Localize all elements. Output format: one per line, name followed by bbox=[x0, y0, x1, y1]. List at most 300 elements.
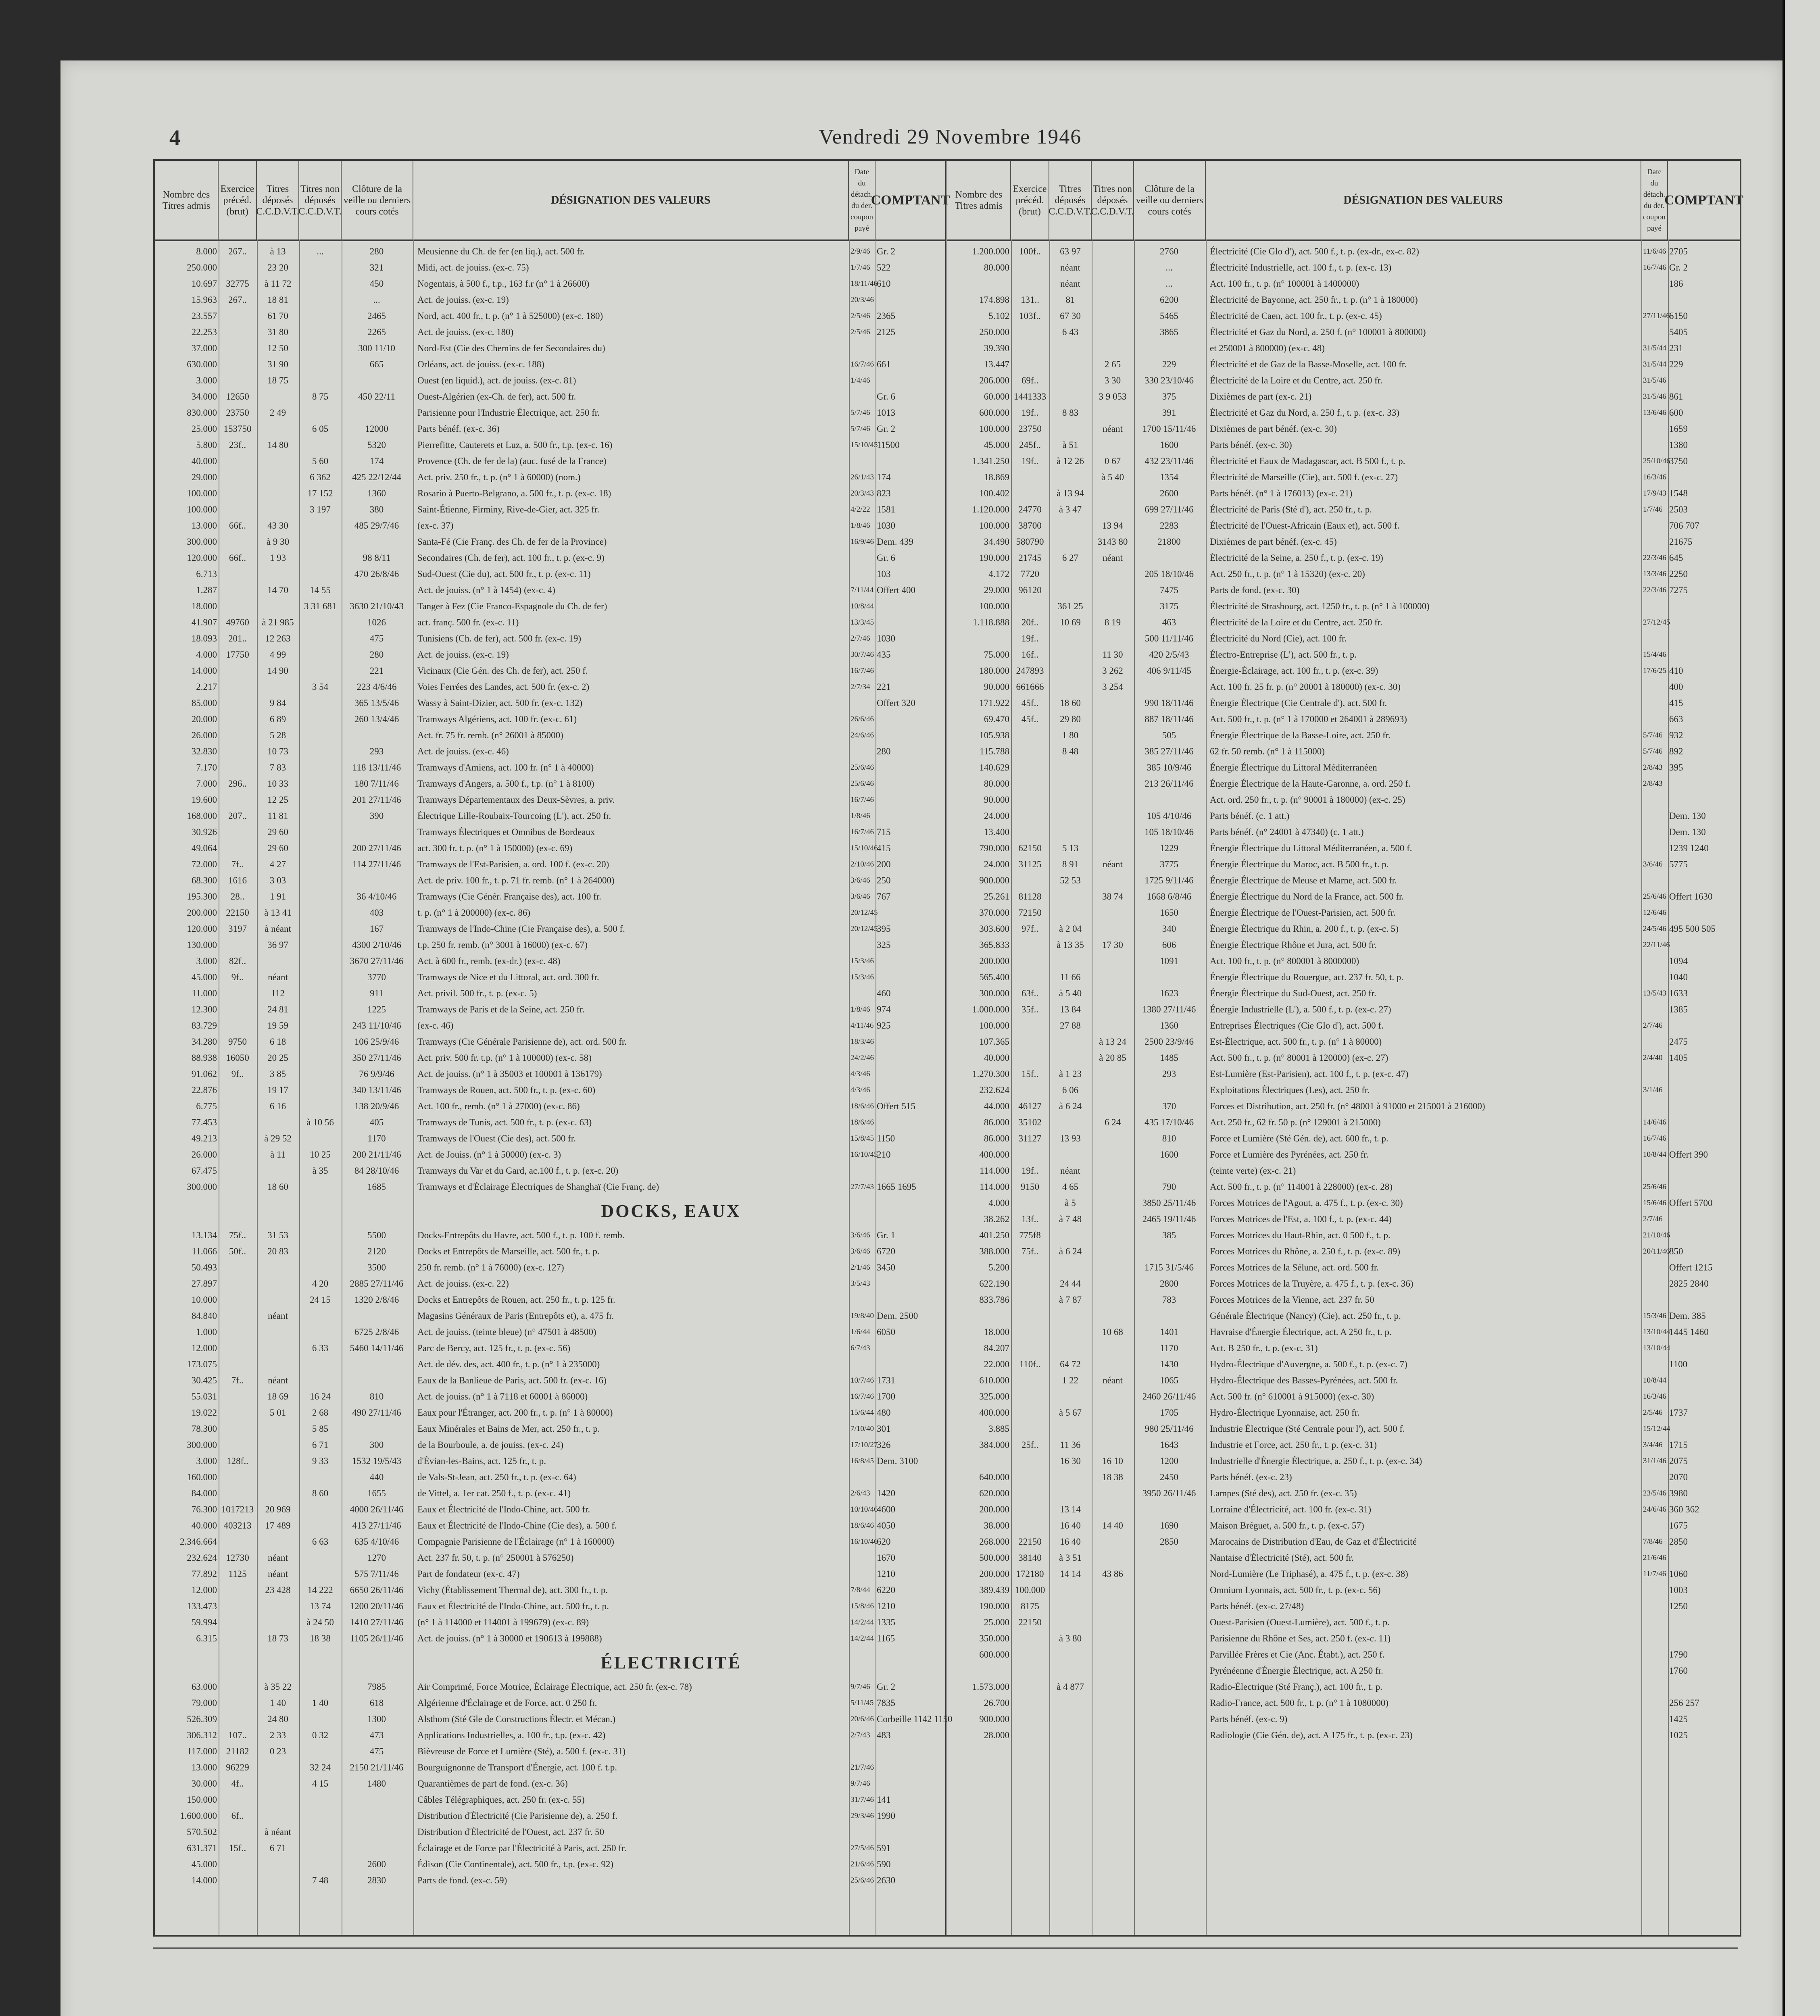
table-row bbox=[155, 1147, 945, 1163]
coupon-deposes: à néant bbox=[265, 924, 291, 934]
coupon-non-deposes: 13 74 bbox=[310, 1601, 331, 1611]
comptant-value: 706 707 bbox=[1669, 521, 1699, 531]
designation-value: Forces Motrices de la Vienne, act. 237 fr. 50 bbox=[1210, 1295, 1374, 1305]
cloture-value: 200 27/11/46 bbox=[352, 843, 401, 853]
titres-admis: 1.200.000 bbox=[972, 246, 1009, 256]
table-row bbox=[155, 1356, 945, 1372]
titres-admis: 150.000 bbox=[187, 1795, 217, 1805]
titres-admis: 117.000 bbox=[187, 1746, 217, 1756]
titres-admis: 80.000 bbox=[984, 262, 1009, 273]
comptant-value: 1633 bbox=[1669, 988, 1688, 998]
cloture-value: 260 13/4/46 bbox=[354, 714, 399, 724]
header-designation: DÉSIGNATION DES VALEURS bbox=[413, 161, 849, 240]
exercice-value: 107.. bbox=[228, 1730, 247, 1740]
table-row bbox=[947, 921, 1740, 937]
coupon-deposes: 27 88 bbox=[1060, 1020, 1081, 1031]
titres-admis: 107.365 bbox=[979, 1037, 1009, 1047]
table-header-right bbox=[947, 161, 1743, 241]
date-detach: 16/7/46 bbox=[851, 360, 874, 369]
cloture-value: 1065 bbox=[1160, 1375, 1178, 1385]
date-detach: 14/6/46 bbox=[1643, 1118, 1667, 1127]
titres-admis: 1.270.300 bbox=[972, 1069, 1009, 1079]
titres-admis: 200.000 bbox=[979, 1569, 1009, 1579]
coupon-deposes: 1 80 bbox=[1062, 730, 1079, 740]
table-row bbox=[155, 405, 945, 421]
exercice-value: 19f.. bbox=[1021, 408, 1039, 418]
cloture-value: 330 23/10/46 bbox=[1144, 375, 1194, 385]
titres-admis: 49.064 bbox=[191, 843, 217, 853]
table-row bbox=[947, 824, 1740, 840]
designation-value: Électricité de l'Ouest-Africain (Eaux et), act. 500 f. bbox=[1210, 521, 1400, 531]
cloture-value: 390 bbox=[369, 811, 384, 821]
next-page-edge bbox=[1782, 0, 1820, 2016]
table-row bbox=[947, 1340, 1740, 1356]
titres-admis: 45.000 bbox=[191, 1859, 217, 1869]
designation-value: Pierrefitte, Cauterets et Luz, a. 500 fr., t.p. (ex-c. 16) bbox=[417, 440, 613, 450]
coupon-non-deposes: 38 74 bbox=[1102, 891, 1123, 902]
cloture-value: 5320 bbox=[367, 440, 386, 450]
table-row bbox=[155, 1179, 945, 1195]
titres-admis: 79.000 bbox=[191, 1698, 217, 1708]
titres-admis: 67.475 bbox=[191, 1166, 217, 1176]
date-detach: 18/6/46 bbox=[851, 1102, 874, 1110]
table-row bbox=[947, 953, 1740, 969]
coupon-deposes: néant bbox=[1060, 262, 1080, 273]
date-detach: 3/6/46 bbox=[851, 876, 870, 885]
designation-value: Applications Industrielles, a. 100 fr., t.p. (ex-c. 42) bbox=[417, 1730, 606, 1740]
designation-value: Électricité de la Loire et du Centre, act. 250 fr. bbox=[1210, 375, 1382, 385]
comptant-value: Dem. 130 bbox=[1669, 827, 1706, 837]
table-row bbox=[155, 1276, 945, 1292]
coupon-non-deposes: néant bbox=[1103, 553, 1123, 563]
designation-value: Hydro-Électrique d'Auvergne, a. 500 f., t. p. (ex-c. 7) bbox=[1210, 1359, 1407, 1369]
cloture-value: 36 4/10/46 bbox=[356, 891, 397, 902]
titres-admis: 100.402 bbox=[979, 488, 1009, 498]
table-row bbox=[155, 1469, 945, 1485]
coupon-non-deposes: 3 9 053 bbox=[1099, 392, 1127, 402]
titres-admis: 18.093 bbox=[191, 633, 217, 644]
table-row bbox=[155, 1227, 945, 1243]
cloture-value: 783 bbox=[1162, 1295, 1176, 1305]
titres-admis: 26.000 bbox=[191, 730, 217, 740]
designation-value: Act. de jouiss. (ex-c. 46) bbox=[417, 746, 509, 756]
exercice-value: 131.. bbox=[1021, 295, 1039, 305]
table-row bbox=[947, 1711, 1740, 1727]
table-row bbox=[155, 566, 945, 582]
designation-value: Tramways Algériens, act. 100 fr. (ex-c. 61) bbox=[417, 714, 577, 724]
cloture-value: 12000 bbox=[365, 424, 388, 434]
designation-value: Électro-Entreprise (L'), act. 500 fr., t. p. bbox=[1210, 650, 1357, 660]
titres-admis: 120.000 bbox=[187, 553, 217, 563]
designation-value: Act. privil. 500 fr., t. p. (ex-c. 5) bbox=[417, 988, 537, 998]
cloture-value: 138 20/9/46 bbox=[354, 1101, 399, 1111]
cloture-value: 2885 27/11/46 bbox=[350, 1279, 404, 1289]
designation-value: 62 fr. 50 remb. (n° 1 à 115000) bbox=[1210, 746, 1325, 756]
exercice-value: 24770 bbox=[1018, 504, 1042, 514]
table-row bbox=[155, 1727, 945, 1743]
designation-value: Parts bénéf. (n° 24001 à 47340) (c. 1 att.) bbox=[1210, 827, 1364, 837]
date-detach: 18/3/46 bbox=[851, 1037, 874, 1046]
coupon-deposes: à 6 24 bbox=[1059, 1246, 1082, 1256]
coupon-deposes: à néant bbox=[265, 1827, 291, 1837]
table-row bbox=[155, 324, 945, 340]
table-row bbox=[947, 260, 1740, 276]
comptant-value: 2075 bbox=[1669, 1456, 1688, 1466]
designation-value: Énergie Électrique de l'Ouest-Parisien, act. 500 fr. bbox=[1210, 908, 1396, 918]
table-row bbox=[155, 840, 945, 856]
designation-value: Eaux de la Banlieue de Paris, act. 500 fr. (ex-c. 16) bbox=[417, 1375, 607, 1385]
table-row bbox=[947, 1131, 1740, 1147]
designation-value: Dixièmes de part bénéf. (ex-c. 45) bbox=[1210, 537, 1337, 547]
table-row bbox=[947, 308, 1740, 324]
date-detach: 3/4/46 bbox=[1643, 1441, 1663, 1449]
designation-value: Force et Lumière des Pyrénées, act. 250 fr. bbox=[1210, 1150, 1369, 1160]
cloture-value: 365 13/5/46 bbox=[354, 698, 399, 708]
cloture-value: 990 18/11/46 bbox=[1145, 698, 1194, 708]
table-row bbox=[947, 905, 1740, 921]
date-detach: 15/10/46 bbox=[851, 844, 878, 852]
header-titres-deposes-right: Titres déposés C.C.D.V.T. bbox=[1049, 161, 1092, 240]
titres-admis: 26.000 bbox=[191, 1150, 217, 1160]
date-detach: 2/8/43 bbox=[1643, 779, 1663, 788]
date-detach: 2/5/46 bbox=[1643, 1408, 1663, 1417]
titres-admis: 1.600.000 bbox=[180, 1811, 217, 1821]
table-row bbox=[947, 1437, 1740, 1453]
cloture-value: 180 7/11/46 bbox=[354, 779, 399, 789]
coupon-deposes: 31 80 bbox=[267, 327, 288, 337]
comptant-value: 1665 1695 bbox=[877, 1182, 916, 1192]
comptant-value: 495 500 505 bbox=[1669, 924, 1716, 934]
comptant-value: 200 bbox=[877, 859, 891, 869]
date-detach: 25/6/46 bbox=[851, 1876, 874, 1885]
titres-admis: 86.000 bbox=[984, 1133, 1009, 1143]
titres-admis: 59.994 bbox=[191, 1617, 217, 1627]
coupon-non-deposes: 10 25 bbox=[310, 1150, 331, 1160]
designation-value: Forces Motrices de la Truyère, a. 475 f., t. p. (ex-c. 36) bbox=[1210, 1279, 1413, 1289]
coupon-deposes: 2 49 bbox=[269, 408, 286, 418]
cloture-value: 450 22/11 bbox=[358, 392, 395, 402]
date-detach: 12/6/46 bbox=[1643, 908, 1667, 917]
designation-value: (ex-c. 37) bbox=[417, 521, 454, 531]
comptant-value: 2850 bbox=[1669, 1537, 1688, 1547]
table-row bbox=[155, 244, 945, 260]
date-detach: 22/11/46 bbox=[1643, 941, 1670, 949]
date-detach: 2/10/46 bbox=[851, 860, 874, 868]
designation-value: Industrielle d'Énergie Électrique, a. 250 f., t. p. (ex-c. 34) bbox=[1210, 1456, 1422, 1466]
coupon-non-deposes: 9 33 bbox=[312, 1456, 329, 1466]
coupon-deposes: 61 70 bbox=[267, 311, 288, 321]
designation-value: Act. 500 fr. (n° 610001 à 915000) (ex-c. 30) bbox=[1210, 1391, 1374, 1402]
exercice-value: 25f.. bbox=[1021, 1440, 1039, 1450]
date-detach: 5/11/45 bbox=[851, 1699, 874, 1707]
cloture-value: 5500 bbox=[367, 1230, 386, 1240]
cloture-value: 790 bbox=[1162, 1182, 1176, 1192]
table-row bbox=[155, 485, 945, 502]
titres-admis: 41.907 bbox=[191, 617, 217, 627]
date-detach: 15/10/45 bbox=[851, 441, 878, 449]
designation-value: Act. 100 fr., remb. (n° 1 à 27000) (ex-c. 86) bbox=[417, 1101, 580, 1111]
designation-value: Nogentais, à 500 f., t.p., 163 f.r (n° 1 à 26600) bbox=[417, 279, 590, 289]
titres-admis: 49.213 bbox=[191, 1133, 217, 1143]
titres-admis: 32.830 bbox=[191, 746, 217, 756]
table-row bbox=[155, 1485, 945, 1502]
cloture-value: 2850 bbox=[1160, 1537, 1178, 1547]
comptant-value: 250 bbox=[877, 875, 891, 885]
coupon-non-deposes: à 35 bbox=[312, 1166, 328, 1176]
designation-value: Magasins Généraux de Paris (Entrepôts et), a. 475 fr. bbox=[417, 1311, 614, 1321]
exercice-value: 7720 bbox=[1021, 569, 1039, 579]
designation-value: Tramways Électriques et Omnibus de Bordeaux bbox=[417, 827, 595, 837]
cloture-value: 223 4/6/46 bbox=[356, 682, 397, 692]
bottom-rule bbox=[153, 1947, 1738, 1949]
exercice-value: 81128 bbox=[1018, 891, 1042, 902]
exercice-value: 22150 bbox=[1018, 1617, 1042, 1627]
designation-value: Act. de jouiss. (ex-c. 22) bbox=[417, 1279, 509, 1289]
comptant-value: 174 bbox=[877, 472, 891, 482]
titres-admis: 25.000 bbox=[984, 1617, 1009, 1627]
titres-admis: 2.346.664 bbox=[180, 1537, 217, 1547]
exercice-value: 21745 bbox=[1018, 553, 1042, 563]
designation-value: Est-Électrique, act. 500 fr., t. p. (n° 1 à 80000) bbox=[1210, 1037, 1382, 1047]
designation-value: Act. de jouiss. (n° 1 à 1454) (ex-c. 4) bbox=[417, 585, 555, 595]
date-detach: 21/7/46 bbox=[851, 1763, 874, 1772]
date-detach: 16/7/46 bbox=[851, 666, 874, 675]
cloture-value: 205 18/10/46 bbox=[1144, 569, 1194, 579]
designation-value: Act. à 600 fr., remb. (ex-dr.) (ex-c. 48) bbox=[417, 956, 561, 966]
cloture-value: 2600 bbox=[367, 1859, 386, 1869]
coupon-deposes: à 5 67 bbox=[1059, 1408, 1082, 1418]
table-row bbox=[947, 485, 1740, 502]
designation-value: Act. de jouiss. (ex-c. 19) bbox=[417, 295, 509, 305]
designation-value: Act. de dév. des, act. 400 fr., t. p. (n° 1 à 235000) bbox=[417, 1359, 600, 1369]
coupon-deposes: 24 81 bbox=[267, 1004, 288, 1014]
coupon-deposes: 31 90 bbox=[267, 359, 288, 369]
cloture-value: 201 27/11/46 bbox=[352, 795, 401, 805]
coupon-deposes: à 1 23 bbox=[1059, 1069, 1082, 1079]
exercice-value: 9f.. bbox=[231, 972, 244, 982]
exercice-value: 75f.. bbox=[1021, 1246, 1039, 1256]
titres-admis: 38.000 bbox=[984, 1520, 1009, 1531]
titres-admis: 306.312 bbox=[187, 1730, 217, 1740]
date-detach: 5/7/46 bbox=[1643, 731, 1663, 739]
titres-admis: 30.926 bbox=[191, 827, 217, 837]
designation-value: Énergie Électrique du Littoral Méditerranéen bbox=[1210, 762, 1377, 773]
date-detach: 27/11/46 bbox=[1643, 312, 1670, 320]
page-header bbox=[153, 125, 1726, 157]
comptant-value: 221 bbox=[877, 682, 891, 692]
table-row bbox=[947, 1066, 1740, 1082]
titres-admis: 13.400 bbox=[984, 827, 1009, 837]
exercice-value: 9150 bbox=[1021, 1182, 1039, 1192]
titres-admis: 18.000 bbox=[984, 1327, 1009, 1337]
comptant-value: 6150 bbox=[1669, 311, 1688, 321]
cloture-value: 490 27/11/46 bbox=[352, 1408, 401, 1418]
comptant-value: 400 bbox=[1669, 682, 1683, 692]
table-row bbox=[155, 276, 945, 292]
comptant-value: 5775 bbox=[1669, 859, 1688, 869]
coupon-deposes: 7 83 bbox=[269, 762, 286, 773]
comptant-value: 522 bbox=[877, 262, 891, 273]
table-row bbox=[947, 582, 1740, 598]
coupon-deposes: 8 83 bbox=[1062, 408, 1079, 418]
table-row bbox=[947, 679, 1740, 695]
coupon-deposes: 24 80 bbox=[267, 1714, 288, 1724]
comptant-value: 1094 bbox=[1669, 956, 1688, 966]
titres-admis: 389.439 bbox=[979, 1585, 1009, 1595]
table-row bbox=[947, 1195, 1740, 1211]
titres-admis: 12.000 bbox=[191, 1585, 217, 1595]
designation-value: Tramways de Paris et de la Seine, act. 250 fr. bbox=[417, 1004, 585, 1014]
comptant-value: 3750 bbox=[1669, 456, 1688, 466]
coupon-non-deposes: 24 15 bbox=[310, 1295, 331, 1305]
date-detach: 20/6/46 bbox=[851, 1715, 874, 1723]
exercice-value: 46127 bbox=[1018, 1101, 1042, 1111]
date-detach: 15/12/44 bbox=[1643, 1425, 1670, 1433]
table-row bbox=[155, 1421, 945, 1437]
date-detach: 20/11/46 bbox=[1643, 1247, 1670, 1256]
header-exercice: Exercice précéd. (brut) bbox=[219, 161, 257, 240]
titres-admis: 25.000 bbox=[191, 424, 217, 434]
table-row bbox=[947, 1598, 1740, 1614]
cloture-value: 6725 2/8/46 bbox=[354, 1327, 399, 1337]
comptant-value: 1675 bbox=[1669, 1520, 1688, 1531]
cloture-value: 1668 6/8/46 bbox=[1147, 891, 1192, 902]
cloture-value: 321 bbox=[369, 262, 384, 273]
exercice-value: 661666 bbox=[1016, 682, 1044, 692]
designation-value: Exploitations Électriques (Les), act. 250 fr. bbox=[1210, 1085, 1370, 1095]
cloture-value: 1170 bbox=[1160, 1343, 1178, 1353]
titres-admis: 232.624 bbox=[187, 1553, 217, 1563]
coupon-deposes: 1 91 bbox=[269, 891, 286, 902]
cloture-value: 280 bbox=[369, 650, 384, 660]
date-detach: 2/7/34 bbox=[851, 683, 870, 691]
cloture-value: 440 bbox=[369, 1472, 384, 1482]
date-detach: 2/6/43 bbox=[851, 1489, 870, 1497]
coupon-deposes: à 51 bbox=[1062, 440, 1078, 450]
coupon-deposes: à 11 72 bbox=[264, 279, 292, 289]
titres-admis: 10.697 bbox=[191, 279, 217, 289]
comptant-value: 661 bbox=[877, 359, 891, 369]
coupon-non-deposes: 8 19 bbox=[1104, 617, 1121, 627]
designation-value: Secondaires (Ch. de fer), act. 100 fr., t. p. (ex-c. 9) bbox=[417, 553, 605, 563]
titres-admis: 77.892 bbox=[191, 1569, 217, 1579]
designation-value: Act. de jouiss. (ex-c. 19) bbox=[417, 650, 509, 660]
coupon-non-deposes: 5 60 bbox=[312, 456, 329, 466]
coupon-deposes: 52 53 bbox=[1060, 875, 1081, 885]
comptant-value: Dem. 439 bbox=[877, 537, 913, 547]
titres-admis: 200.000 bbox=[979, 1504, 1009, 1514]
coupon-deposes: 0 23 bbox=[269, 1746, 286, 1756]
table-row bbox=[155, 1453, 945, 1469]
date-detach: 22/3/46 bbox=[1643, 554, 1667, 562]
titres-admis: 100.000 bbox=[979, 424, 1009, 434]
cloture-value: 380 bbox=[369, 504, 384, 514]
coupon-deposes: 29 60 bbox=[267, 827, 288, 837]
cloture-value: 385 10/9/46 bbox=[1147, 762, 1192, 773]
header-comptant: COMPTANT bbox=[871, 192, 950, 208]
comptant-value: Dem. 130 bbox=[1669, 811, 1706, 821]
designation-value: Nantaise d'Électricité (Sté), act. 500 fr. bbox=[1210, 1553, 1354, 1563]
table-row bbox=[947, 502, 1740, 518]
comptant-value: 892 bbox=[1669, 746, 1683, 756]
designation-value: Tramways (Cie Génér. Française des), act. 100 fr. bbox=[417, 891, 601, 902]
cloture-value: 4000 26/11/46 bbox=[350, 1504, 404, 1514]
table-row bbox=[947, 373, 1740, 389]
cloture-value: 350 27/11/46 bbox=[352, 1053, 401, 1063]
exercice-value: 153750 bbox=[223, 424, 252, 434]
coupon-non-deposes: 7 48 bbox=[312, 1875, 329, 1885]
titres-admis: 180.000 bbox=[979, 666, 1009, 676]
table-row bbox=[155, 1114, 945, 1131]
table-row bbox=[947, 614, 1740, 631]
coupon-non-deposes: 8 60 bbox=[312, 1488, 329, 1498]
cloture-value: 473 bbox=[369, 1730, 384, 1740]
table-row bbox=[947, 356, 1740, 373]
coupon-deposes: à 3 80 bbox=[1059, 1633, 1082, 1643]
header-nombre-right: Nombre des Titres admis bbox=[947, 161, 1011, 240]
titres-admis: 100.000 bbox=[187, 504, 217, 514]
date-detach: 4/3/46 bbox=[851, 1070, 870, 1078]
date-detach: 2/9/46 bbox=[851, 247, 870, 256]
coupon-deposes: 14 90 bbox=[267, 666, 288, 676]
date-detach: 4/2/22 bbox=[851, 505, 870, 514]
table-row bbox=[947, 873, 1740, 889]
coupon-non-deposes: néant bbox=[1103, 859, 1123, 869]
date-detach: 17/6/25 bbox=[1643, 666, 1667, 675]
comptant-value: 767 bbox=[877, 891, 891, 902]
designation-value: Air Comprimé, Force Motrice, Éclairage Électrique, act. 250 fr. (ex-c. 78) bbox=[417, 1682, 692, 1692]
titres-admis: 114.000 bbox=[980, 1166, 1009, 1176]
date-detach: 31/1/46 bbox=[1643, 1457, 1667, 1465]
coupon-deposes: à 4 877 bbox=[1057, 1682, 1084, 1692]
coupon-deposes: à 13 41 bbox=[264, 908, 292, 918]
table-row bbox=[947, 663, 1740, 679]
cloture-value: 1705 bbox=[1160, 1408, 1178, 1418]
table-row bbox=[947, 856, 1740, 873]
date-detach: 20/3/46 bbox=[851, 296, 874, 304]
designation-value: Hydro-Électrique Lyonnaise, act. 250 fr. bbox=[1210, 1408, 1360, 1418]
cloture-value: ... bbox=[1165, 262, 1173, 273]
cloture-value: ... bbox=[1165, 279, 1173, 289]
titres-admis: 14.000 bbox=[191, 666, 217, 676]
titres-admis: 100.000 bbox=[979, 521, 1009, 531]
table-row bbox=[947, 1534, 1740, 1550]
coupon-deposes: 13 14 bbox=[1060, 1504, 1081, 1514]
titres-admis: 84.207 bbox=[984, 1343, 1009, 1353]
date-detach: 24/6/46 bbox=[851, 731, 874, 739]
designation-value: Électricité et de Gaz de la Basse-Moselle, act. 100 fr. bbox=[1210, 359, 1407, 369]
titres-admis: 91.062 bbox=[191, 1069, 217, 1079]
titres-admis: 25.261 bbox=[984, 891, 1009, 902]
cloture-value: 435 17/10/46 bbox=[1144, 1117, 1194, 1127]
designation-value: Ouest-Parisien (Ouest-Lumière), act. 500 f., t. p. bbox=[1210, 1617, 1390, 1627]
comptant-value: Offert 1630 bbox=[1669, 891, 1713, 902]
table-row bbox=[155, 1598, 945, 1614]
date-detach: 16/3/46 bbox=[1643, 473, 1667, 481]
coupon-non-deposes: 13 94 bbox=[1102, 521, 1123, 531]
comptant-value: Dem. 3100 bbox=[877, 1456, 918, 1466]
coupon-deposes: à 2 04 bbox=[1059, 924, 1082, 934]
titres-admis: 100.000 bbox=[979, 601, 1009, 611]
date-detach: 7/11/44 bbox=[851, 586, 874, 594]
date-detach: 13/5/43 bbox=[1643, 989, 1667, 998]
cloture-value: 2450 bbox=[1160, 1472, 1178, 1482]
titres-admis: 388.000 bbox=[979, 1246, 1009, 1256]
designation-value: act. franç. 500 fr. (ex-c. 11) bbox=[417, 617, 519, 627]
comptant-value: 1060 bbox=[1669, 1569, 1688, 1579]
comptant-value: 326 bbox=[877, 1440, 891, 1450]
coupon-non-deposes: à 20 85 bbox=[1099, 1053, 1126, 1063]
